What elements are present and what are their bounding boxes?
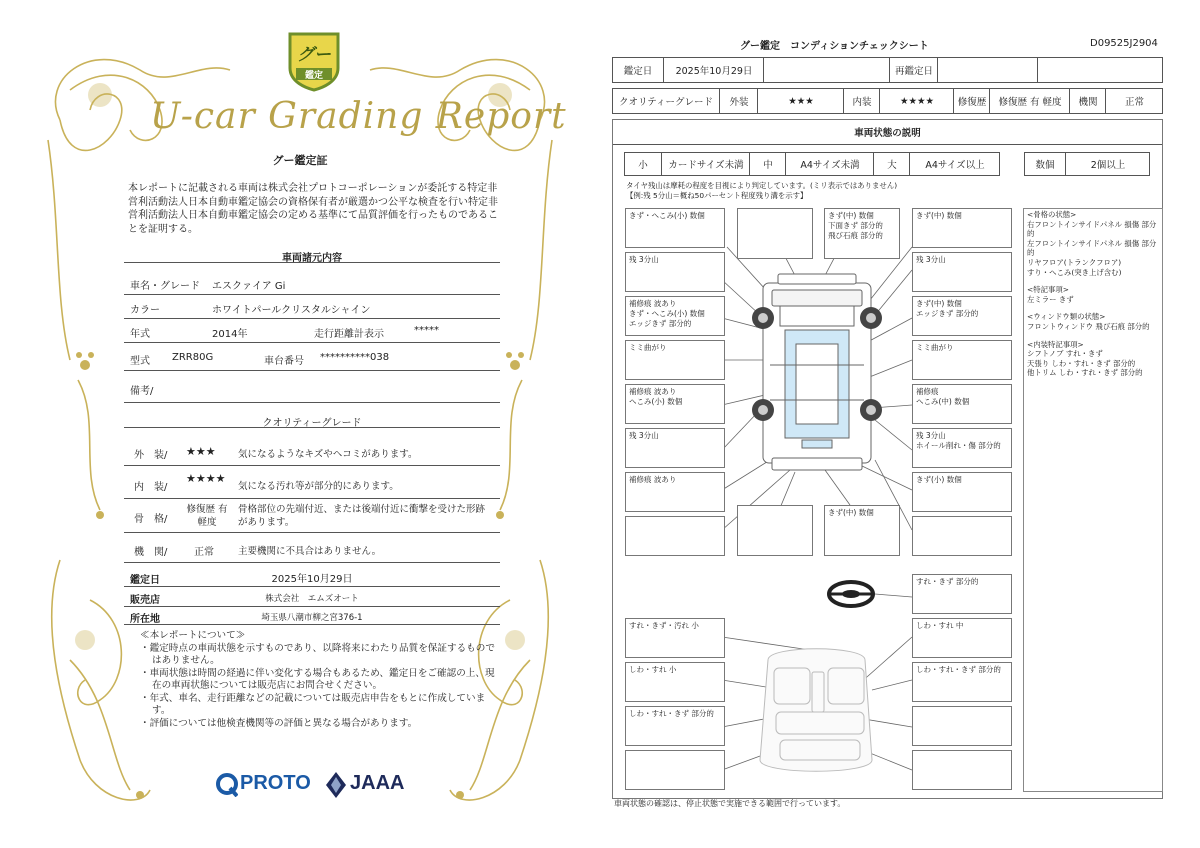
label-right-step: ミミ曲がり: [912, 340, 1012, 380]
badge-top-text: グー: [297, 45, 331, 65]
frame-label: 骨 格/: [134, 514, 168, 525]
label-front-right-door: きず(中) 数個 エッジきず 部分的: [912, 296, 1012, 336]
frame-note-line: リヤフロア(トランクフロア): [1027, 257, 1122, 267]
size-medium-desc: A4サイズ未満: [785, 153, 874, 175]
side-notes: [1027, 210, 1159, 378]
special-notes-head: <特記事項>: [1027, 285, 1069, 295]
tire-note-2: 【例:残 5分山＝概ね50パーセント程度残り溝を示す】: [626, 191, 808, 200]
label-front-right-upper: きず(中) 数個: [912, 208, 1012, 248]
mileage-value: *****: [414, 325, 439, 336]
label-rear-left-blank: [625, 516, 725, 556]
label-interior-right-3: [912, 706, 1012, 746]
engine-grade: 正常: [194, 547, 214, 558]
quality-section-title: クオリティーグレード: [262, 418, 362, 429]
label-front-right-tire: 残 3分山: [912, 252, 1012, 292]
label-interior-right-2: しわ・すれ・きず 部分的: [912, 662, 1012, 702]
notes-title: ≪本レポートについて≫: [140, 630, 246, 641]
interior-label: 内装: [843, 89, 880, 113]
note-item: ・鑑定時点の車両状態を示すものであり、以降将来にわたり品質を保証するものではありません。: [140, 642, 495, 666]
frame-notes-head: <骨格の状態>: [1027, 210, 1077, 219]
label-interior-left-3: しわ・すれ・きず 部分的: [625, 706, 725, 746]
footer-note: 車両状態の確認は、停止状態で実施できる範囲で行っています。: [614, 799, 846, 808]
size-large: 大: [873, 153, 910, 175]
quality-grade-label: クオリティーグレード: [618, 97, 714, 108]
spec-row-color: [124, 296, 500, 319]
certificate-statement: 本レポートに記載される車両は株式会社プロトコーポレーションが委託する特定非営利活動法人日本自動車鑑定協会の資格保有者が厳選かつ公平な検査を行い特定非営利活動法人日本自動車鑑定協会の定める基準にて品質評価を行ったものであることを証明する。: [128, 183, 498, 235]
label-front-left-door: 補修痕 波あり きず・へこみ(小) 数個 エッジきず 部分的: [625, 296, 725, 336]
repair-label: 修復歴: [953, 89, 990, 113]
label-rear-left-door: 補修痕 波あり へこみ(小) 数個: [625, 384, 725, 424]
name-value: エスクァイア Gi: [212, 281, 286, 292]
label-rear-left-tire: 残 3分山: [625, 428, 725, 468]
tire-note-1: タイヤ残山は摩耗の程度を目視により判定しています。(ミリ表示ではありません): [626, 181, 898, 190]
exterior-label: 外装: [719, 89, 758, 113]
interior-note-line: 天張り しわ・すれ・きず 部分的: [1027, 358, 1136, 368]
engine-label: 機関: [1069, 89, 1106, 113]
window-notes-head: <ウィンドウ類の状態>: [1027, 312, 1106, 322]
certificate-title: グー鑑定証: [272, 154, 328, 167]
proto-logo-text: PROTO: [240, 772, 311, 794]
count-desc: 2個以上: [1065, 153, 1150, 175]
color-label: カラー: [130, 305, 160, 316]
label-rear-right-blank: [912, 516, 1012, 556]
label-rear-center: きず(中) 数個: [824, 505, 900, 556]
label-rear-right-door: 補修痕 へこみ(中) 数個: [912, 384, 1012, 424]
frame-notes: [1027, 210, 1159, 277]
label-interior-left-4: [625, 750, 725, 790]
engine-label: 機 関/: [134, 547, 168, 558]
report-script-title: U-car Grading Report: [150, 96, 567, 137]
frame-grade: 修復歴 有 軽度: [186, 504, 228, 528]
frame-note-line: すり・へこみ(突き上げ含む): [1027, 267, 1122, 277]
condition-title: 車両状態の説明: [613, 120, 1162, 145]
appraisal-date-label: 鑑定日: [130, 575, 160, 586]
jaaa-logo-text: JAAA: [350, 772, 405, 794]
dealer-value: 株式会社 エムズオート: [265, 594, 359, 604]
spec-row-name: [124, 272, 500, 295]
spec-row-year: [124, 320, 500, 343]
special-note-line: 左ミラー きず: [1027, 294, 1074, 304]
size-small-desc: カードサイズ未満: [661, 153, 750, 175]
note-item: ・年式、車名、走行距離などの記載については販売店申告をもとに作成しています。: [140, 692, 486, 716]
year-label: 年式: [130, 329, 150, 340]
interior-notes-head: <内装特記事項>: [1027, 339, 1084, 349]
chassis-label: 車台番号: [264, 356, 304, 367]
quality-row-engine: [124, 534, 500, 563]
mileage-label: 走行距離計表示: [314, 329, 384, 340]
badge-bottom-text: 鑑定: [304, 71, 323, 81]
size-small: 小: [638, 160, 648, 171]
window-notes: [1027, 312, 1159, 331]
model-value: ZRR80G: [172, 352, 214, 363]
interior-label: 内 装/: [134, 482, 168, 493]
dealer-label: 販売店: [130, 595, 160, 606]
appraisal-date-row: [124, 566, 500, 587]
exterior-value: ★★★: [757, 89, 844, 113]
label-interior-right-4: [912, 750, 1012, 790]
count-label: 数個: [1035, 160, 1055, 171]
appraisal-date-label: 鑑定日: [623, 66, 653, 77]
chassis-value: **********038: [320, 352, 390, 363]
document-id: D09525J2904: [1090, 38, 1158, 49]
spec-section-title: 車両諸元内容: [282, 253, 342, 264]
interior-note-line: 他トリム しわ・すれ・きず 部分的: [1027, 368, 1143, 378]
goo-appraisal-badge: [284, 30, 344, 92]
label-rear-left-quarter: 補修痕 波あり: [625, 472, 725, 512]
frame-note-line: 左フロントインサイドパネル 損傷 部分的: [1027, 238, 1157, 258]
quality-row-exterior: [124, 437, 500, 466]
name-label: 車名・グレード: [130, 281, 200, 292]
interior-value: ★★★★: [879, 89, 954, 113]
interior-note-line: シフトノブ すれ・きず: [1027, 349, 1103, 359]
size-large-desc: A4サイズ以上: [909, 153, 1000, 175]
label-rear-blank: [737, 505, 813, 556]
engine-value: 正常: [1105, 89, 1163, 113]
proto-q-icon: [216, 773, 238, 797]
special-notes: [1027, 285, 1159, 304]
frame-desc: 骨格部位の先端付近、または後端付近に衝撃を受けた形跡があります。: [238, 504, 486, 528]
note-item: ・車両状態は時間の経過に伴い変化する場合もあるため、鑑定日をご確認の上、現在の車両状態については販売店にお問合せください。: [140, 667, 495, 691]
interior-notes: [1027, 340, 1159, 378]
model-label: 型式: [130, 356, 150, 367]
label-left-step: ミミ曲がり: [625, 340, 725, 380]
jaaa-emblem-icon: [326, 772, 346, 798]
remarks-label: 備考/: [130, 386, 154, 397]
label-interior-left-1: すれ・きず・汚れ 小: [625, 618, 725, 658]
repair-value: 修復歴 有 軽度: [989, 89, 1070, 113]
label-rear-right-tire: 残 3分山 ホイール削れ・傷 部分的: [912, 428, 1012, 468]
engine-desc: 主要機関に不具合はありません。: [238, 546, 382, 557]
exterior-label: 外 装/: [134, 450, 168, 461]
label-front-center: きず(中) 数個 下面きず 部分的 飛び石痕 部分的: [824, 208, 900, 259]
spec-row-remarks: [124, 374, 500, 403]
label-front-left-upper: きず・へこみ(小) 数個: [625, 208, 725, 248]
dealer-row: [124, 588, 500, 607]
label-interior-left-2: しわ・すれ 小: [625, 662, 725, 702]
label-steering: すれ・きず 部分的: [912, 574, 1012, 614]
label-rear-right-quarter: きず(小) 数個: [912, 472, 1012, 512]
location-row: [124, 608, 500, 625]
appraisal-date-value: 2025年10月29日: [271, 574, 353, 585]
exterior-desc: 気になるようなキズやヘコミがあります。: [238, 449, 418, 460]
label-interior-right-1: しわ・すれ 中: [912, 618, 1012, 658]
steering-wheel-icon: [829, 582, 873, 606]
interior-desc: 気になる汚れ等が部分的にあります。: [238, 481, 399, 492]
interior-grade: ★★★★: [186, 472, 226, 485]
color-value: ホワイトパールクリスタルシャイン: [212, 305, 371, 316]
spec-row-model: [124, 346, 500, 371]
reappraisal-date-label: 再鑑定日: [889, 58, 938, 82]
location-label: 所在地: [130, 614, 160, 625]
note-item: ・評価については他検査機関等の評価と異なる場合があります。: [140, 717, 418, 729]
sheet-title: グー鑑定 コンディションチェックシート: [740, 41, 929, 52]
size-medium: 中: [749, 153, 786, 175]
window-note-line: フロントウィンドウ 飛び石痕 部分的: [1027, 321, 1150, 331]
label-front-left-tire: 残 3分山: [625, 252, 725, 292]
quality-row-frame: [124, 500, 500, 533]
exterior-grade: ★★★: [186, 445, 216, 458]
location-value: 埼玉県八潮市柳之宮376-1: [261, 613, 363, 623]
frame-note-line: 右フロントインサイドパネル 損傷 部分的: [1027, 219, 1157, 239]
appraisal-date-value: 2025年10月29日: [663, 58, 764, 82]
report-notes: [140, 630, 500, 730]
condition-check-sheet: [600, 0, 1200, 848]
year-value: 2014年: [212, 329, 248, 340]
label-front-blank: [737, 208, 813, 259]
quality-row-interior: [124, 468, 500, 499]
